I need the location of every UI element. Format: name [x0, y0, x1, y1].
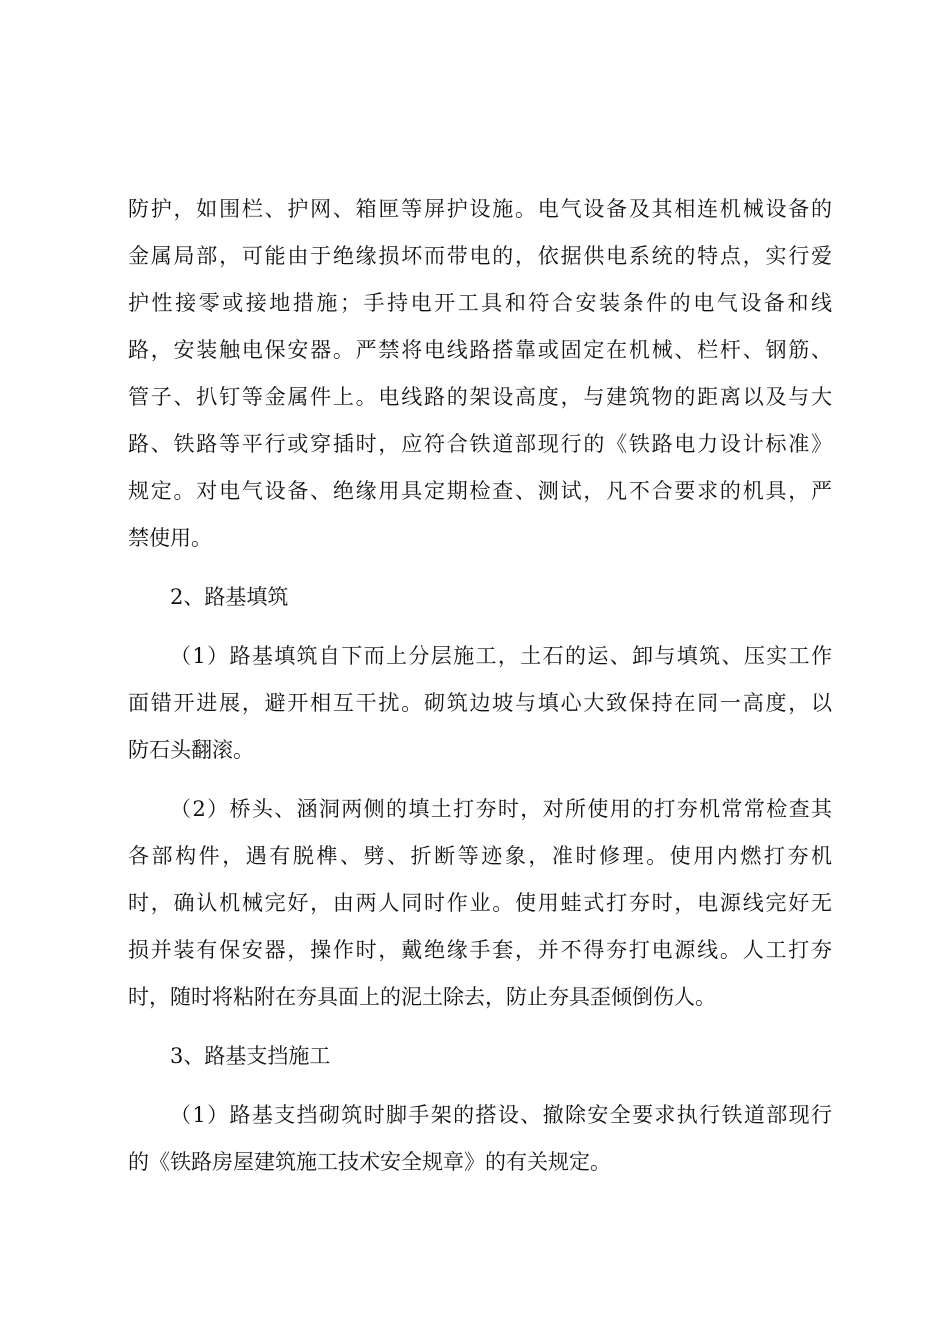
section-heading: 2、路基填筑 [170, 585, 289, 609]
text-line: 路、铁路等平行或穿插时，应符合铁道部现行的《铁路电力设计标准》 [128, 432, 832, 456]
text-line: 路，安装触电保安器。严禁将电线路搭靠或固定在机械、栏杆、钢筋、 [128, 338, 832, 362]
text-line: （2）桥头、涵洞两侧的填土打夯时，对所使用的打夯机常常检查其 [170, 797, 832, 821]
section-heading-subgrade-filling [128, 574, 832, 621]
document-body [128, 186, 832, 1186]
text-line: 各部构件，遇有脱榫、劈、折断等迹象，准时修理。使用内燃打夯机 [128, 844, 832, 868]
text-line: 护性接零或接地措施；手持电开工具和符合安装条件的电气设备和线 [128, 291, 832, 315]
text-line: 时，确认机械完好，由两人同时作业。使用蛙式打夯时，电源线完好无 [128, 891, 832, 915]
paragraph-tamping [128, 786, 832, 1021]
paragraph-electrical-safety [128, 186, 832, 562]
paragraph-scaffolding [128, 1092, 832, 1186]
text-line: 时，随时将粘附在夯具面上的泥土除去，防止夯具歪倾倒伤人。 [128, 985, 716, 1009]
text-line: 金属局部，可能由于绝缘损坏而带电的，依据供电系统的特点，实行爱 [128, 244, 832, 268]
text-line: （1）路基填筑自下而上分层施工，土石的运、卸与填筑、压实工作 [170, 644, 832, 668]
text-line: 损并装有保安器，操作时，戴绝缘手套，并不得夯打电源线。人工打夯 [128, 938, 832, 962]
text-line: 规定。对电气设备、绝缘用具定期检查、测试，凡不合要求的机具，严 [128, 479, 832, 503]
text-line: 管子、扒钉等金属件上。电线路的架设高度，与建筑物的距离以及与大 [128, 385, 832, 409]
section-heading-retaining [128, 1033, 832, 1080]
text-line: 的《铁路房屋建筑施工技术安全规章》的有关规定。 [128, 1150, 611, 1174]
text-line: 防护，如围栏、护网、箱匣等屏护设施。电气设备及其相连机械设备的 [128, 197, 832, 221]
paragraph-filling-layers [128, 633, 832, 774]
text-line: 禁使用。 [128, 526, 212, 550]
text-line: 防石头翻滚。 [128, 738, 254, 762]
text-line: 面错开进展，避开相互干扰。砌筑边坡与填心大致保持在同一高度，以 [128, 691, 832, 715]
text-line: （1）路基支挡砌筑时脚手架的搭设、撤除安全要求执行铁道部现行 [170, 1103, 832, 1127]
section-heading: 3、路基支挡施工 [170, 1044, 331, 1068]
